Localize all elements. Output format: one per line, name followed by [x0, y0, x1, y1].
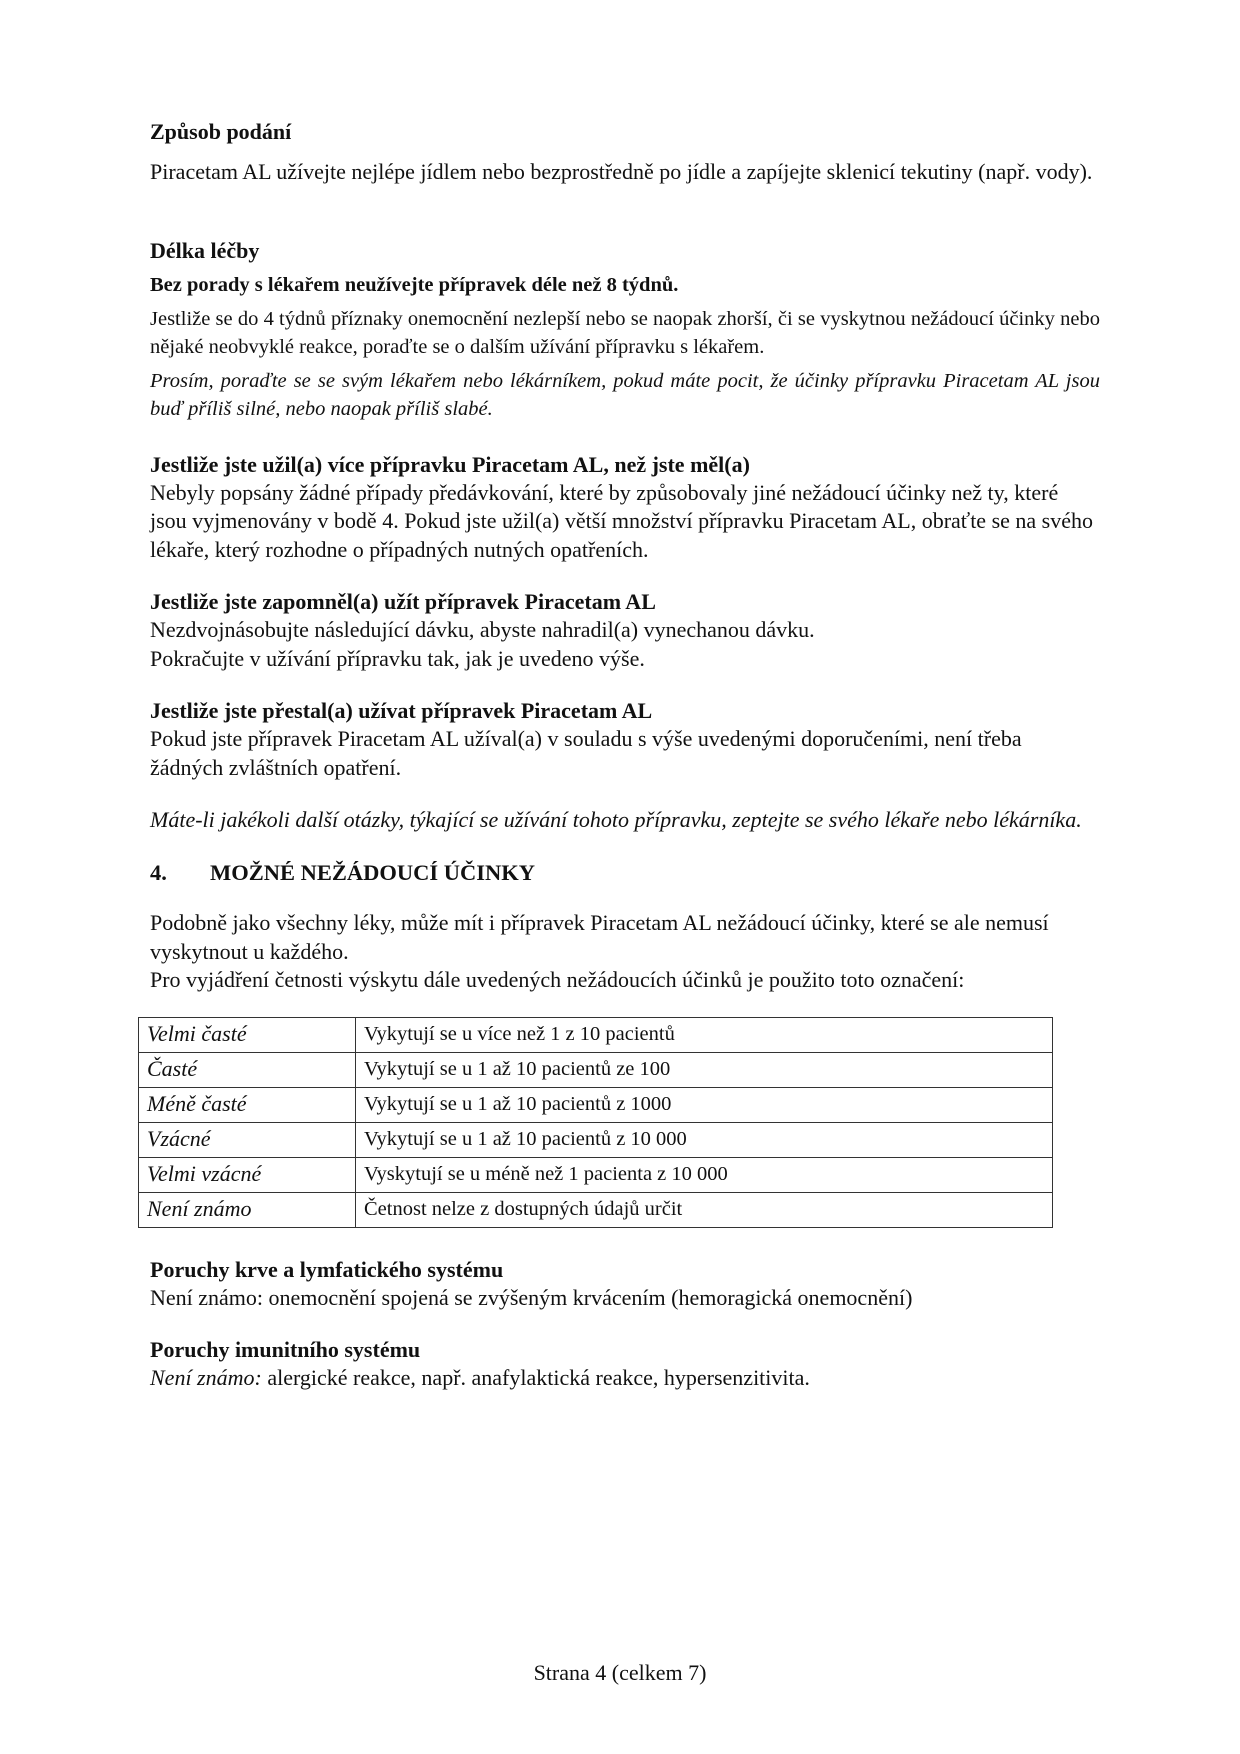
table-row: [139, 1192, 1053, 1227]
table-row: [139, 1122, 1053, 1157]
section4-freq-intro: Pro vyjádření četnosti výskytu dále uvedených nežádoucích účinků je použito toto označení:: [150, 967, 965, 992]
immune-label: Není známo:: [150, 1365, 262, 1390]
blood-text: Není známo: onemocnění spojená se zvýšeným krvácením (hemoragická onemocnění): [150, 1284, 913, 1310]
duration-bold-text: Bez porady s lékařem neužívejte přípravek déle než 8 týdnů.: [150, 273, 679, 296]
duration-text: Jestliže se do 4 týdnů příznaky onemocnění nezlepší nebo se naopak zhorší, či se vyskytnou nežádoucí účinky nebo nějaké neobvyklé reakce, poraďte se o dalším užívání přípravku s lékařem.: [150, 307, 1100, 358]
frequency-desc: Vykytují se u 1 až 10 pacientů z 1000: [356, 1087, 1053, 1122]
admin-text: Piracetam AL užívejte nejlépe jídlem nebo bezprostředně po jídle a zapíjejte sklenicí tekutiny (např. vody).: [150, 159, 1093, 184]
immune-text-line: [150, 1364, 1100, 1393]
stopped-heading: Jestliže jste přestal(a) užívat přípravek Piracetam AL: [150, 698, 653, 723]
table-row: [139, 1017, 1053, 1052]
frequency-term: Velmi časté: [139, 1017, 356, 1052]
stopped-text: Pokud jste přípravek Piracetam AL užíval(a) v souladu s výše uvedenými doporučeními, není třeba žádných zvláštních opatření.: [150, 726, 1022, 780]
frequency-term: Velmi vzácné: [139, 1157, 356, 1192]
frequency-desc: Vykytují se u 1 až 10 pacientů z 10 000: [356, 1122, 1053, 1157]
forgot-line2: Pokračujte v užívání přípravku tak, jak je uvedeno výše.: [150, 645, 645, 671]
table-row: [139, 1052, 1053, 1087]
overdose-heading: Jestliže jste užil(a) více přípravku Piracetam AL, než jste měl(a): [150, 451, 750, 477]
duration-heading: Délka léčby: [150, 237, 260, 263]
immune-heading: Poruchy imunitního systému: [150, 1337, 421, 1362]
section4-heading: [150, 859, 1100, 888]
document-content: [147, 118, 1100, 1393]
blood-heading: Poruchy krve a lymfatického systému: [150, 1256, 504, 1282]
frequency-table: [138, 1017, 1053, 1228]
questions-italic-text: Máte-li jakékoli další otázky, týkající se užívání tohoto přípravku, zeptejte se svého lékaře nebo lékárníka.: [150, 807, 1082, 832]
frequency-desc: Vykytují se u více než 1 z 10 pacientů: [356, 1017, 1053, 1052]
frequency-desc: Vyskytují se u méně než 1 pacienta z 10 000: [356, 1157, 1053, 1192]
section4-number: 4.: [150, 859, 167, 885]
duration-italic-text: Prosím, poraďte se se svým lékařem nebo lékárníkem, pokud máte pocit, že účinky přípravku Piracetam AL jsou buď příliš silné, nebo naopak příliš slabé.: [150, 369, 1100, 420]
table-row: [139, 1157, 1053, 1192]
section4-title: MOŽNÉ NEŽÁDOUCÍ ÚČINKY: [210, 859, 536, 885]
forgot-heading: Jestliže jste zapomněl(a) užít přípravek Piracetam AL: [150, 589, 656, 614]
frequency-term: Časté: [139, 1052, 356, 1087]
immune-text: alergické reakce, např. anafylaktická reakce, hypersenzitivita.: [261, 1365, 810, 1390]
frequency-term: Vzácné: [139, 1122, 356, 1157]
section4-intro: Podobně jako všechny léky, může mít i přípravek Piracetam AL nežádoucí účinky, které se ale nemusí vyskytnout u každého.: [150, 910, 1049, 964]
overdose-text: Nebyly popsány žádné případy předávkování, které by způsobovaly jiné nežádoucí účinky než ty, které jsou vyjmenovány v bodě 4. Pokud jste užil(a) větší množství přípravku Piracetam AL, obraťte se na svého lékaře, který rozhodne o případných nutných opatřeních.: [150, 479, 1093, 562]
forgot-line1: Nezdvojnásobujte následující dávku, abyste nahradil(a) vynechanou dávku.: [150, 617, 815, 642]
admin-heading: Způsob podání: [150, 119, 292, 144]
page-footer: Strana 4 (celkem 7): [533, 1660, 707, 1685]
frequency-desc: Četnost nelze z dostupných údajů určit: [356, 1192, 1053, 1227]
frequency-term: Není známo: [139, 1192, 356, 1227]
frequency-desc: Vykytují se u 1 až 10 pacientů ze 100: [356, 1052, 1053, 1087]
table-row: [139, 1087, 1053, 1122]
frequency-term: Méně časté: [139, 1087, 356, 1122]
